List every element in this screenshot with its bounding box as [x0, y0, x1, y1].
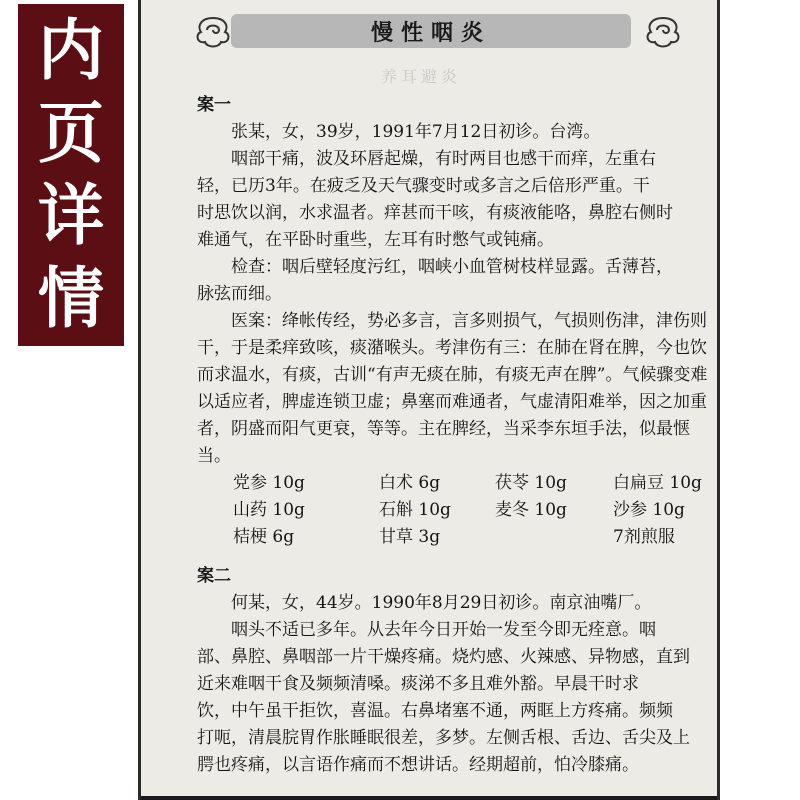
- badge-char: 详: [38, 177, 104, 255]
- paragraph-line: 何某，女，44岁。1990年8月29日初诊。南京油嘴厂。: [231, 593, 652, 613]
- paragraph-line: 饮，中午虽干拒饮，喜温。右鼻堵塞不通，两眶上方疼痛。频频: [197, 701, 673, 721]
- case-heading: 案一: [197, 95, 231, 115]
- promo-badge: [18, 4, 124, 346]
- paragraph-line: 脉弦而细。: [197, 284, 282, 304]
- paragraph-line: 部、鼻腔、鼻咽部一片干燥疼痛。烧灼感、火辣感、异物感，直到: [197, 647, 690, 667]
- herb-item: 茯苓 10g: [495, 473, 567, 493]
- paragraph-line: 张某，女，39岁，1991年7月12日初诊。台湾。: [231, 122, 601, 142]
- herb-table: [197, 470, 717, 551]
- badge-char: 内: [38, 12, 104, 90]
- paragraph-line: 时思饮以润，水求温者。痒甚而干咳，有痰液能咯，鼻腔右侧时: [197, 203, 673, 223]
- badge-char: 情: [38, 259, 104, 337]
- paragraph-line: 干，于是柔痒致咳，痰潴喉头。考津伤有三：在肺在肾在脾，今也饮: [197, 338, 707, 358]
- bleed-through-text: 养耳避炎: [381, 67, 462, 86]
- herb-item: 石斛 10g: [379, 500, 451, 520]
- cloud-ornament-icon: [193, 12, 233, 50]
- body-text: [197, 92, 717, 779]
- paragraph-line: 难通气，在平卧时重些，左耳有时憋气或钝痛。: [197, 230, 554, 250]
- herb-item: 甘草 3g: [379, 527, 441, 547]
- case-heading: 案二: [197, 566, 231, 586]
- paragraph-line: 者，阴盛而阳气更衰，等等。主在脾经，当采李东垣手法，似最惬当。: [197, 419, 690, 466]
- paragraph-line: 检查：咽后壁轻度污红，咽峡小血管树枝样显露。舌薄苔，: [231, 257, 673, 277]
- paragraph-line: 轻，已历3年。在疲乏及天气骤变时或多言之后倍形严重。干: [197, 176, 650, 196]
- paragraph-line: 医案：绛帐传经，势必多言，言多则损气，气损则伤津，津伤则: [231, 311, 707, 331]
- herb-item: 沙参 10g: [613, 500, 685, 520]
- paragraph-line: 近来难咽干食及频频清嗓。痰涕不多且难外豁。早晨干时求: [197, 674, 639, 694]
- cloud-ornament-icon: [643, 12, 683, 50]
- herb-item: 桔梗 6g: [233, 527, 295, 547]
- paragraph-line: 腭也疼痛，以言语作痛而不想讲话。经期超前，怕冷膝痛。: [197, 755, 639, 775]
- book-page: [138, 0, 720, 800]
- paragraph-line: 咽部干痛，波及环唇起燥，有时两目也感干而痒，左重右: [231, 149, 656, 169]
- paragraph-line: 打呃，清晨脘胃作胀睡眠很差，多梦。左侧舌根、舌边、舌尖及上: [197, 728, 690, 748]
- herb-item: [495, 524, 613, 551]
- herb-item: 白术 6g: [379, 473, 441, 493]
- herb-item: 山药 10g: [233, 500, 305, 520]
- herb-item: 党参 10g: [233, 473, 305, 493]
- page-title: 慢性咽炎: [231, 14, 631, 48]
- paragraph-line: 咽头不适已多年。从去年今日开始一发至今即无痊意。咽: [231, 620, 656, 640]
- herb-item: 7剂煎服: [613, 527, 675, 547]
- badge-char: 页: [38, 94, 104, 172]
- paragraph-line: 而求温水，有痰，古训“有声无痰在肺，有痰无声在脾”。气候骤变难: [197, 365, 708, 385]
- paragraph-line: 以适应者，脾虚连锁卫虚；鼻塞而难通者，气虚清阳难举，因之加重: [197, 392, 707, 412]
- herb-item: 麦冬 10g: [495, 500, 567, 520]
- herb-item: 白扁豆 10g: [613, 473, 702, 493]
